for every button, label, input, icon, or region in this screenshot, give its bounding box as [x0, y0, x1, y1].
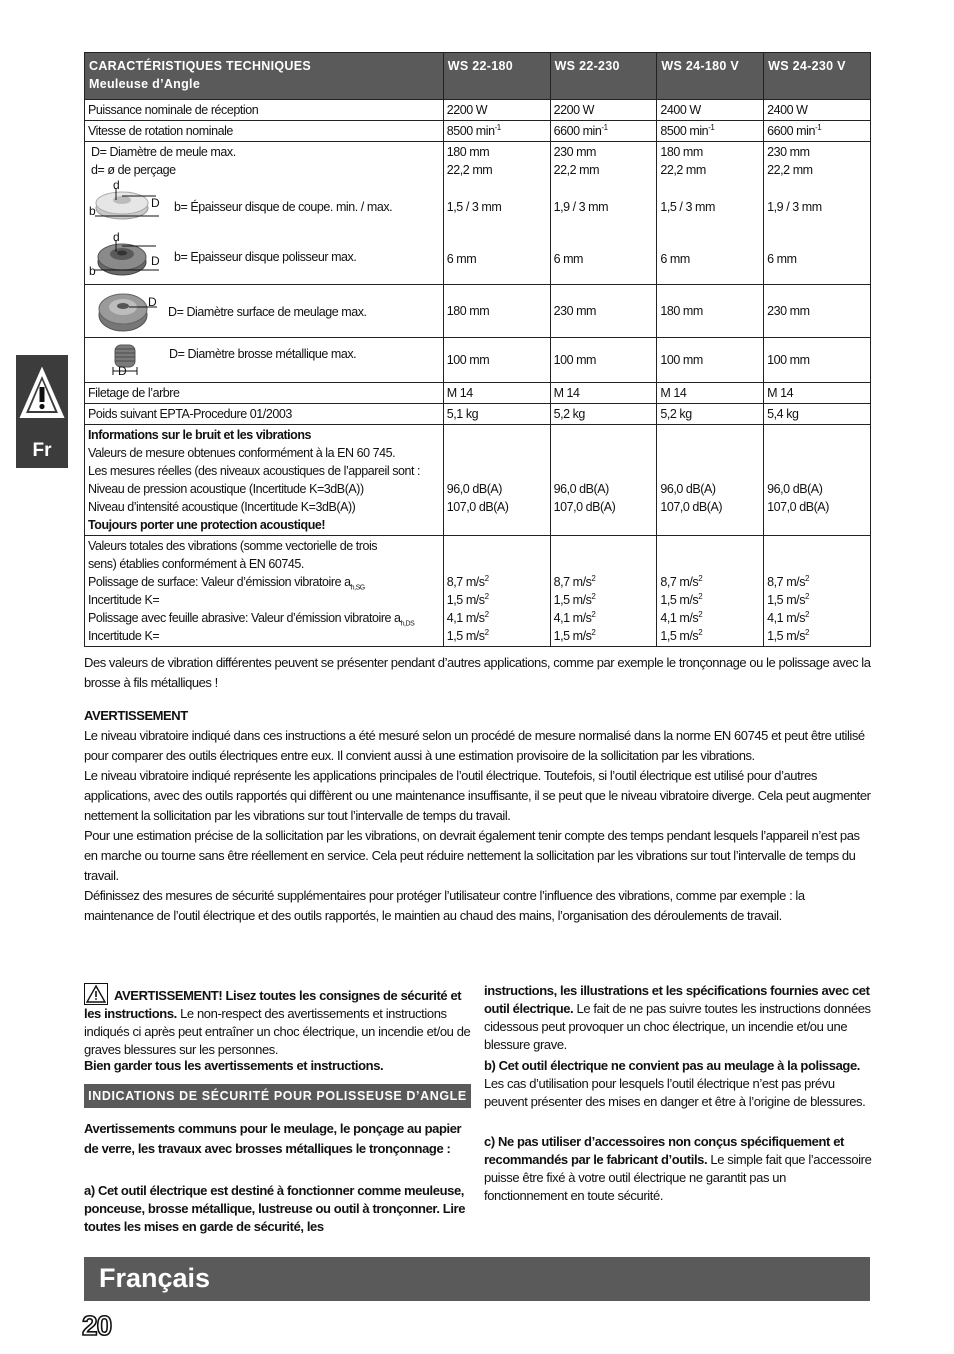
letter-d: d — [113, 230, 120, 244]
table-title: CARACTÉRISTIQUES TECHNIQUES — [89, 59, 312, 73]
letter-d: d — [113, 178, 120, 192]
row-label: Poids suivant EPTA-Procedure 01/2003 — [85, 404, 444, 425]
section-title-bar: INDICATIONS DE SÉCURITÉ POUR POLISSEUSE D’ANGLE — [84, 1084, 471, 1108]
disc-values-cell — [764, 142, 871, 285]
cell-value — [764, 121, 871, 142]
cut-value: 1,5 / 3 mm — [660, 200, 715, 214]
table-row-speed — [85, 121, 871, 142]
cell-value: 100 mm — [550, 338, 657, 383]
cell-value: M 14 — [550, 383, 657, 404]
warning-paragraph-4: Définissez des mesures de sécurité supplémentaires pour protéger l’utilisateur contre l’influence des vibrations, comme par exemple : la maintenance de l’outil électrique et des outils rapportés, le maintien au chaud des mains, l’organisation des déroulements de travail. — [84, 888, 805, 923]
letter-D: D — [118, 364, 127, 378]
vibration-values-cell: 8,7 $m/s^2$ 1,5 $m/s^2$ 4,1 $m/s^2$ 1,5 $m/s^2$ — [443, 536, 550, 647]
spec-table — [84, 52, 871, 647]
label-d: d= ø de perçage — [91, 163, 176, 177]
noise-values-cell — [550, 425, 657, 536]
cell-value: 100 mm — [657, 338, 764, 383]
language-label: Fr — [32, 440, 52, 461]
cell-value: 5,2 kg — [550, 404, 657, 425]
row-label: Vitesse de rotation nominale — [85, 121, 444, 142]
noise-label-cell — [85, 425, 444, 536]
safety-intro — [84, 983, 472, 1059]
disc-values-cell — [443, 142, 550, 285]
label-D: D= Diamètre de meule max. — [91, 145, 236, 159]
speed-unit-sup: -1 — [814, 122, 822, 132]
disc-label-cell — [85, 142, 444, 285]
D-value: 180 mm — [446, 145, 490, 159]
vibration-values-cell: 8,7 $m/s^2$ 1,5 $m/s^2$ 4,1 $m/s^2$ 1,5 $m/s^2$ — [764, 536, 871, 647]
cutting-disc-diagram — [89, 178, 169, 230]
cell-value: 180 mm — [657, 285, 764, 338]
item-a-continued: instructions, les illustrations et les spécifications fournies avec cet outil électrique. Le fait de ne pas suivre toutes les instructions données cidessous peut provoquer un choc électrique, un incendie et/ou une blessure grave. — [484, 983, 871, 1052]
pressure-value: 96,0 dB(A) — [660, 482, 716, 496]
cut-value: 1,9 / 3 mm — [553, 200, 609, 214]
intensity-value: 107,0 dB(A) — [767, 500, 829, 514]
table-row-brush — [85, 338, 871, 383]
model-header: WS 24-230 V — [764, 53, 871, 100]
speed-unit-sup: -1 — [601, 122, 608, 132]
cell-value: 5,1 kg — [443, 404, 550, 425]
vibration-note: Des valeurs de vibration différentes peuvent se présenter pendant d’autres applications, comme par exemple le tronçonnage ou le polissage avec la brosse à fils métalliques ! — [84, 655, 871, 690]
cell-value: 5,2 kg — [657, 404, 764, 425]
table-row-disc — [85, 142, 871, 285]
common-warnings-heading: Avertissements communs pour le meulage, le ponçage au papier de verre, les travaux avec brosses métalliques le tronçonnage : — [84, 1121, 462, 1156]
cell-value: 180 mm — [443, 285, 550, 338]
noise-line2: Les mesures réelles (des niveaux acoustiques de l’appareil sont : — [88, 464, 421, 478]
vibration-line2: sens) établies conformément à EN 60745. — [88, 557, 304, 571]
D-value: 230 mm — [767, 145, 810, 159]
item-a: a) Cet outil électrique est destiné à fonctionner comme meuleuse, ponceuse, brosse métallique, lustreuse ou outil à tronçonner. Lire toutes les mises en garde de sécurité, les — [84, 1183, 466, 1234]
D-value: 230 mm — [553, 145, 597, 159]
speed-value: 8500 min — [660, 124, 709, 138]
disc-values-cell — [657, 142, 764, 285]
speed-value: 6600 min — [553, 124, 602, 138]
cell-value: 2400 W — [657, 100, 764, 121]
brush-label-cell — [85, 338, 444, 383]
model-header: WS 22-180 — [443, 53, 550, 100]
cell-value: 5,4 kg — [764, 404, 871, 425]
polish-value: 6 mm — [553, 252, 584, 266]
cell-value: 2400 W — [764, 100, 871, 121]
polish-label: b= Epaisseur disque polisseur max. — [174, 250, 357, 264]
table-row-thread — [85, 383, 871, 404]
warning-heading: AVERTISSEMENT — [84, 708, 188, 723]
table-row-surface — [85, 285, 871, 338]
noise-values-cell — [764, 425, 871, 536]
cut-label: b= Épaisseur disque de coupe. min. / max. — [174, 200, 393, 214]
cell-value — [657, 121, 764, 142]
letter-D: D — [148, 295, 157, 309]
speed-value: 6600 min — [767, 124, 815, 138]
brush-label: D= Diamètre brosse métallique max. — [169, 347, 357, 361]
cell-value: M 14 — [443, 383, 550, 404]
surface-label: D= Diamètre surface de meulage max. — [168, 305, 367, 319]
d-value: 22,2 mm — [767, 163, 813, 177]
cell-value: 100 mm — [443, 338, 550, 383]
cell-value: 100 mm — [764, 338, 871, 383]
cell-value — [550, 121, 657, 142]
warning-paragraph-3: Pour une estimation précise de la sollicitation par les vibrations, on devrait également tenir compte des temps pendant lesquels l’appareil n’est pas en marche ou tourne sans être réellement en service. Cela peut réduire nettement la sollicitation par les vibrations sur tout l’intervalle de temps du travail. — [84, 828, 860, 883]
sheet-vibration-label: Polissage avec feuille abrasive: Valeur d’émission vibratoire $a_{h,DS}$ — [88, 611, 415, 628]
row-label: Filetage de l’arbre — [85, 383, 444, 404]
polish-value: 6 mm — [767, 252, 797, 266]
noise-values-cell — [443, 425, 550, 536]
intro-text: Le non-respect des avertissements et instructions indiqués ci après peut entraîner un choc électrique, un incendie et/ou de graves blessures sur les personnes. — [84, 1006, 471, 1057]
noise-line1: Valeurs de mesure obtenues conformément à la EN 60 745. — [88, 446, 396, 460]
cell-value: 230 mm — [550, 285, 657, 338]
table-header-row — [85, 53, 871, 100]
table-row-weight — [85, 404, 871, 425]
polish-value: 6 mm — [446, 252, 477, 266]
vibration-values-cell: 8,7 $m/s^2$ 1,5 $m/s^2$ 4,1 $m/s^2$ 1,5 $m/s^2$ — [657, 536, 764, 647]
intensity-value: 107,0 dB(A) — [660, 500, 723, 514]
letter-b: b — [89, 264, 96, 278]
item-b: b) Cet outil électrique ne convient pas au meulage à la polissage. Les cas d’utilisation pour lesquels l’outil électrique n’est pas prévu peuvent présenter des mises en danger et être à l’origine de blessures. — [484, 1058, 866, 1109]
disc-values-cell — [550, 142, 657, 285]
vibration-label-cell — [85, 536, 444, 647]
cell-value: M 14 — [764, 383, 871, 404]
d-value: 22,2 mm — [553, 163, 600, 177]
wire-brush-icon — [107, 339, 147, 379]
keep-instructions: Bien garder tous les avertissements et instructions. — [84, 1058, 384, 1073]
footer-language-title: Français — [99, 1263, 211, 1293]
surface-vibration-label: Polissage de surface: Valeur d’émission vibratoire $a_{h,SG}$ — [88, 575, 365, 592]
item-c: c) Ne pas utiliser d’accessoires non conçus spécifiquement et recommandés par le fabricant d’outils. Le simple fait que l’accessoire puisse être fixé à votre outil électrique ne garantit pas un fonctionnement en toute sécurité. — [484, 1134, 872, 1203]
table-row-power — [85, 100, 871, 121]
surface-label-cell — [85, 285, 444, 338]
vibration-line1: Valeurs totales des vibrations (somme vectorielle de trois — [88, 539, 378, 553]
protection-note: Toujours porter une protection acoustique! — [88, 518, 326, 532]
pressure-label: Niveau de pression acoustique (Incertitude K=3dB(A)) — [88, 482, 364, 496]
polish-value: 6 mm — [660, 252, 690, 266]
speed-unit-sup: -1 — [494, 122, 501, 132]
vibration-values-cell: 8,7 $m/s^2$ 1,5 $m/s^2$ 4,1 $m/s^2$ 1,5 $m/s^2$ — [550, 536, 657, 647]
polishing-disc-diagram — [89, 230, 169, 282]
letter-b: b — [89, 204, 96, 218]
table-subtitle: Meuleuse d’Angle — [89, 77, 201, 91]
cut-value: 1,9 / 3 mm — [767, 200, 822, 214]
k-label: Incertitude K= — [88, 629, 160, 643]
warning-triangle-icon — [19, 367, 65, 419]
cell-value: 2200 W — [443, 100, 550, 121]
language-side-tab — [16, 355, 68, 468]
warning-box-icon — [84, 983, 108, 1005]
warning-paragraph-1: Le niveau vibratoire indiqué dans ces instructions a été mesuré selon un procédé de mesure normalisé dans la norme EN 60745 et peut être utilisé pour comparer des outils électriques entre eux. Il convient aussi à une estimation provisoire de la sollicitation par les vibrations. — [84, 728, 865, 763]
D-value: 180 mm — [660, 145, 703, 159]
cell-value: 230 mm — [764, 285, 871, 338]
letter-D: D — [151, 196, 160, 210]
cell-value — [443, 121, 550, 142]
table-title-cell — [85, 53, 444, 100]
speed-unit-sup: -1 — [708, 122, 715, 132]
warning-paragraph-2: Le niveau vibratoire indiqué représente les applications principales de l’outil électrique. Toutefois, si l’outil électrique est utilisé pour d’autres applications, avec des outils rapportés qui diffèrent ou une maintenance insuffisante, il se peut que le niveau vibratoire diverge. Cela peut augmenter nettement la sollicitation par les vibrations sur tout l’intervalle de temps du travail. — [84, 768, 871, 823]
cut-value: 1,5 / 3 mm — [446, 200, 502, 214]
footer-bar — [84, 1257, 870, 1301]
cell-value: 2200 W — [550, 100, 657, 121]
table-row-vibration — [85, 536, 871, 647]
cell-value: M 14 — [657, 383, 764, 404]
k-label: Incertitude K= — [88, 593, 160, 607]
model-header: WS 24-180 V — [657, 53, 764, 100]
intensity-value: 107,0 dB(A) — [446, 500, 509, 514]
intensity-value: 107,0 dB(A) — [553, 500, 616, 514]
d-value: 22,2 mm — [660, 163, 706, 177]
pressure-value: 96,0 dB(A) — [446, 482, 503, 496]
noise-values-cell — [657, 425, 764, 536]
table-row-noise — [85, 425, 871, 536]
noise-title: Informations sur le bruit et les vibrations — [88, 428, 312, 442]
pressure-value: 96,0 dB(A) — [553, 482, 609, 496]
speed-value: 8500 min — [446, 124, 495, 138]
intensity-label: Niveau d’intensité acoustique (Incertitude K=3dB(A)) — [88, 500, 356, 514]
row-label: Puissance nominale de réception — [85, 100, 444, 121]
intro-bold: AVERTISSEMENT! Lisez toutes les consignes de sécurité et les instructions. — [84, 988, 462, 1021]
pressure-value: 96,0 dB(A) — [767, 482, 823, 496]
model-header: WS 22-230 — [550, 53, 657, 100]
letter-D: D — [151, 254, 160, 268]
d-value: 22,2 mm — [446, 163, 493, 177]
page-number: 20 — [82, 1310, 112, 1341]
